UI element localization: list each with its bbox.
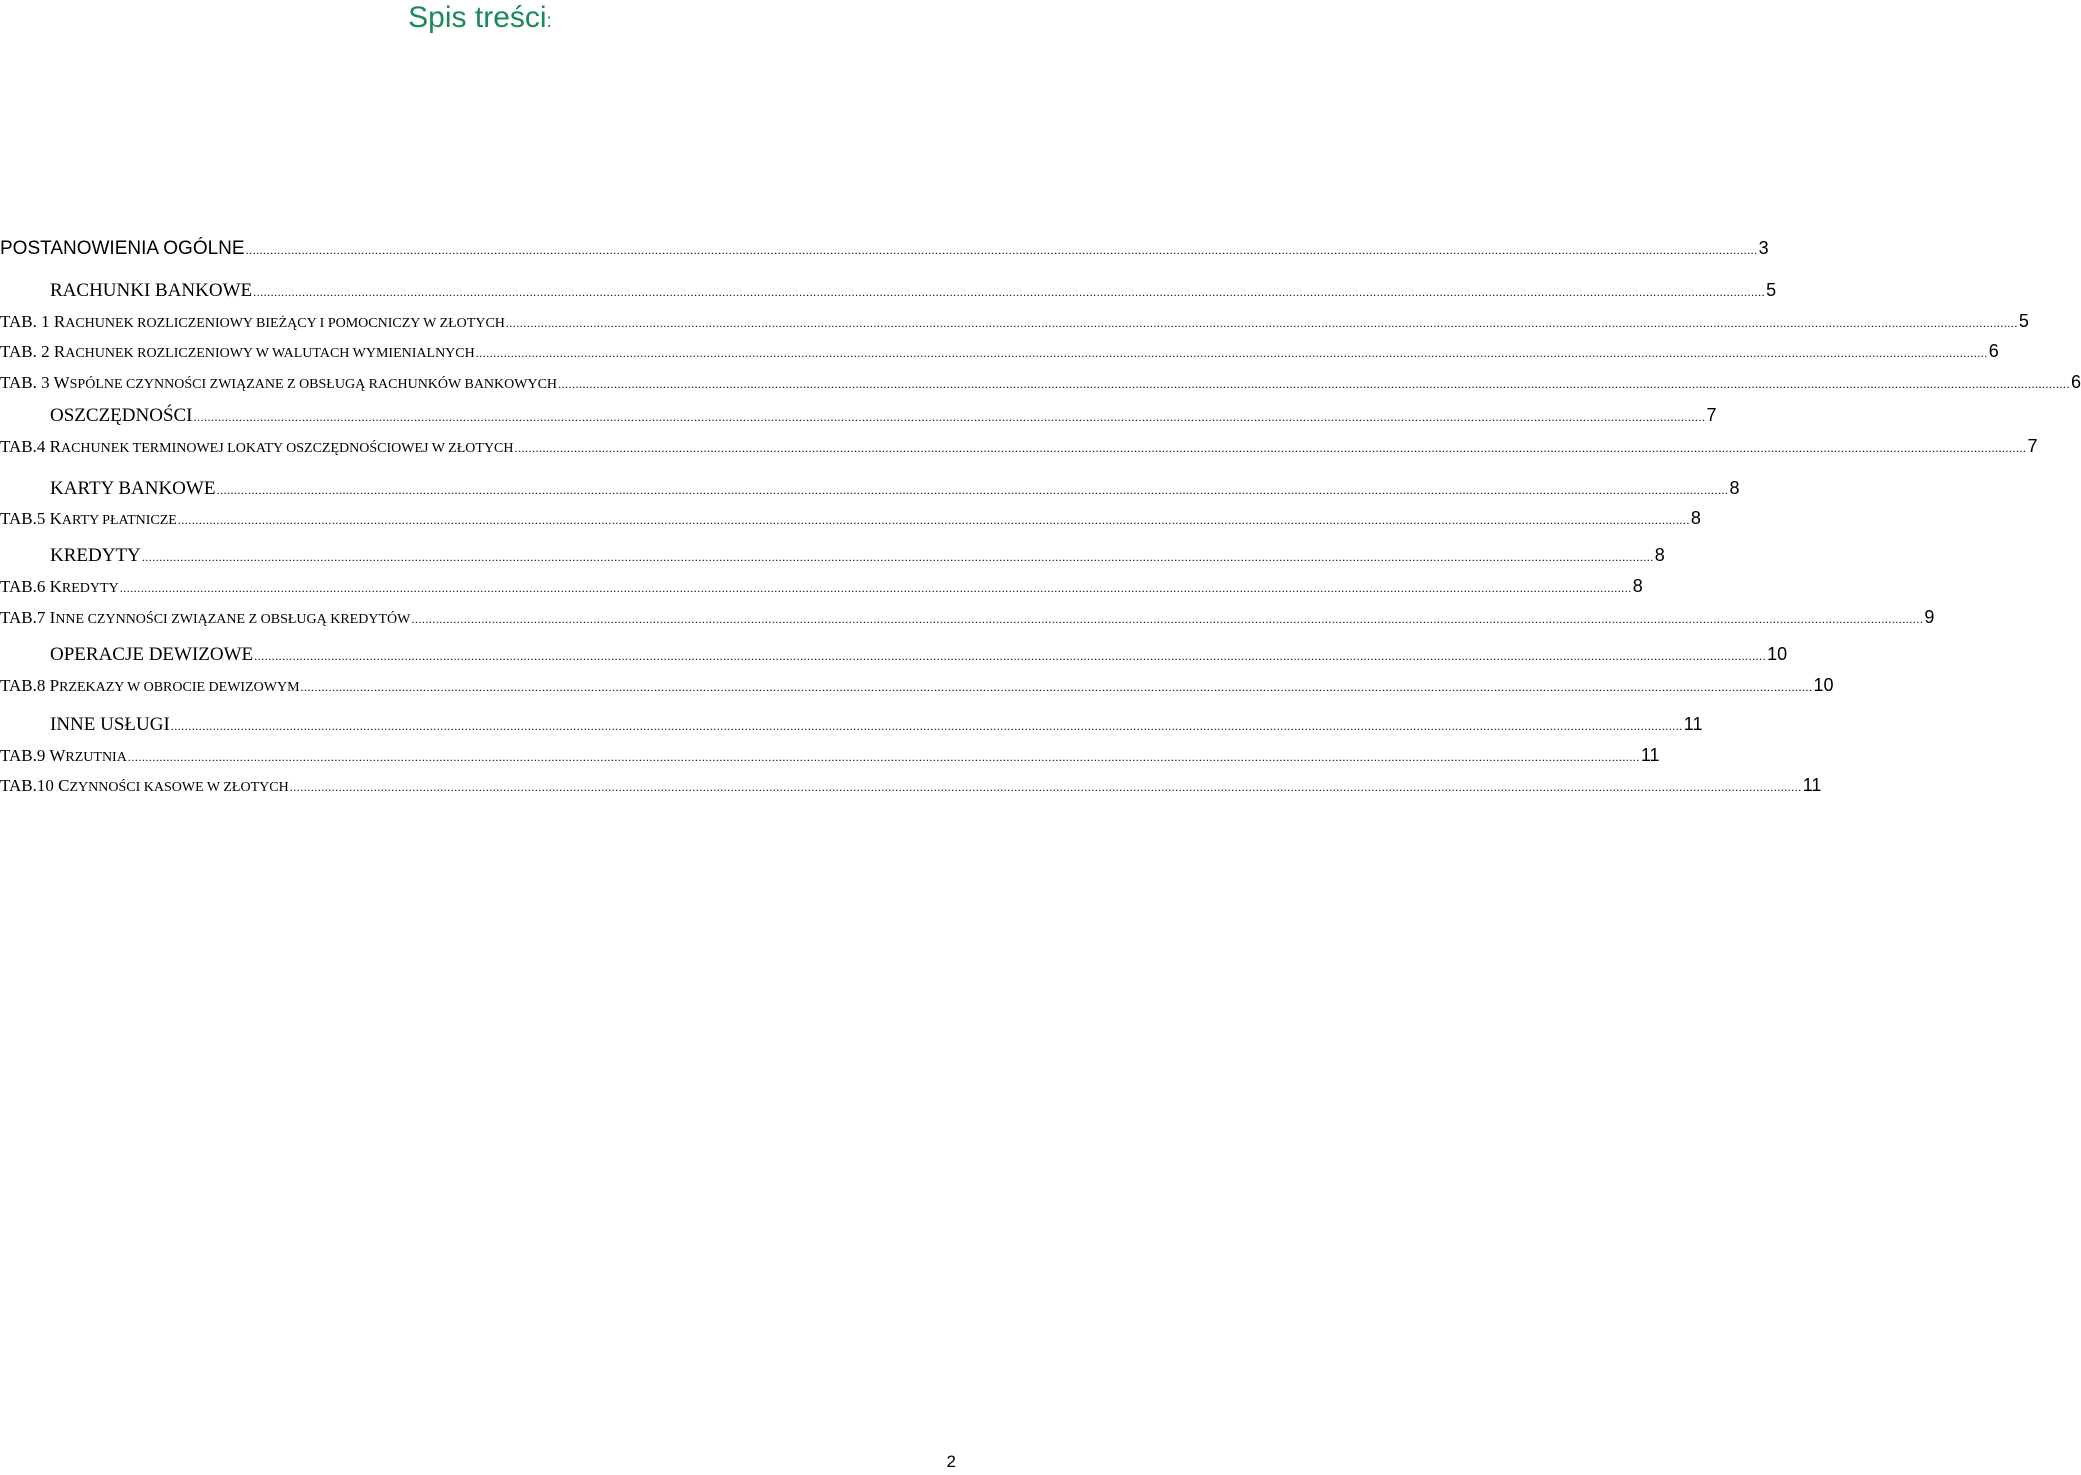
toc-entry[interactable] — [0, 341, 1999, 362]
toc-entry-page: 9 — [1924, 607, 1935, 627]
toc-entry-label: KREDYTY — [50, 545, 141, 566]
toc-entry-prefix: TAB. 1 R — [0, 312, 66, 331]
toc-entry[interactable] — [0, 372, 2081, 393]
toc-entry-prefix: TAB. 3 W — [0, 373, 70, 392]
toc-entry-page: 5 — [1766, 280, 1777, 300]
toc-leader-dots: ................................................................................................................................................................................................................................................................................................................................................................................................................................................ — [177, 513, 1690, 527]
toc-entry-label — [0, 577, 119, 597]
toc-entry[interactable] — [0, 576, 1643, 597]
toc-entry-title: REDYTY — [61, 581, 119, 596]
toc-entry[interactable] — [0, 675, 1834, 696]
toc-entry-prefix: TAB.10 C — [0, 776, 70, 795]
toc-entry-title: NNE CZYNNOŚCI ZWIĄZANE Z OBSŁUGĄ KREDYTÓW — [55, 612, 411, 627]
toc-entry[interactable] — [0, 436, 2038, 457]
toc-entry-label — [0, 437, 514, 457]
toc-leader-dots: ................................................................................................................................................................................................................................................................................................................................................................................................................................................ — [254, 649, 1767, 663]
toc-entry-page: 6 — [2071, 372, 2081, 392]
toc-entry-title: RZUTNIA — [65, 750, 127, 765]
toc-entry-title: ZYNNOŚCI KASOWE W ZŁOTYCH — [69, 780, 289, 795]
page-title-colon: : — [546, 11, 552, 32]
page-number: 2 — [946, 1452, 956, 1471]
toc-entry-prefix: TAB.4 R — [0, 437, 61, 456]
toc-leader-dots: ................................................................................................................................................................................................................................................................................................................................................................................................................................................ — [127, 750, 1640, 764]
toc-leader-dots: ................................................................................................................................................................................................................................................................................................................................................................................................................................................ — [245, 243, 1758, 257]
toc-entry[interactable] — [0, 775, 1822, 796]
toc-entry-prefix: TAB.5 K — [0, 509, 62, 528]
toc-entry-label — [0, 342, 475, 362]
toc-entry-label — [0, 608, 410, 628]
toc-entry-page: 11 — [1640, 745, 1660, 765]
toc-leader-dots: ................................................................................................................................................................................................................................................................................................................................................................................................................................................ — [411, 612, 1924, 626]
toc-leader-dots: ................................................................................................................................................................................................................................................................................................................................................................................................................................................ — [119, 581, 1632, 595]
toc-entry-label: INNE USŁUGI — [50, 714, 170, 735]
toc-entry[interactable] — [0, 545, 1665, 567]
toc-entry[interactable] — [0, 405, 1717, 427]
toc-entry-label — [0, 746, 127, 766]
toc-entry-page: 11 — [1802, 775, 1822, 795]
toc-entry-label: RACHUNKI BANKOWE — [50, 280, 253, 301]
toc-entry-page: 5 — [2018, 311, 2029, 331]
toc-entry-page: 11 — [1683, 714, 1703, 734]
page-title-text: Spis treści — [408, 1, 547, 34]
toc-entry-label — [0, 509, 177, 529]
toc-leader-dots: ................................................................................................................................................................................................................................................................................................................................................................................................................................................ — [475, 346, 1988, 360]
toc-entry-page: 3 — [1758, 238, 1769, 258]
toc-entry-page: 10 — [1813, 675, 1834, 695]
toc-leader-dots: ................................................................................................................................................................................................................................................................................................................................................................................................................................................ — [193, 410, 1706, 424]
toc-entry[interactable] — [0, 714, 1703, 736]
toc-entry-page: 8 — [1632, 576, 1643, 596]
toc-entry-page: 7 — [1706, 405, 1717, 425]
toc-entry-label: OSZCZĘDNOŚCI — [50, 405, 193, 426]
toc-entry-label — [0, 676, 300, 696]
toc-entry[interactable] — [0, 311, 2029, 332]
toc-entry-title: ARTY PŁATNICZE — [61, 513, 177, 528]
toc-entry-title: ACHUNEK ROZLICZENIOWY W WALUTACH WYMIENIALNYCH — [65, 346, 475, 361]
toc-leader-dots: ................................................................................................................................................................................................................................................................................................................................................................................................................................................ — [289, 780, 1802, 794]
toc-entry-page: 7 — [2027, 436, 2038, 456]
toc-entry[interactable] — [0, 508, 1701, 529]
toc-leader-dots: ................................................................................................................................................................................................................................................................................................................................................................................................................................................ — [558, 377, 2071, 391]
toc-entry-page: 8 — [1654, 545, 1665, 565]
toc-entry[interactable] — [0, 280, 1777, 302]
toc-leader-dots: ................................................................................................................................................................................................................................................................................................................................................................................................................................................ — [216, 483, 1729, 497]
toc-entry-prefix: TAB.8 P — [0, 676, 60, 695]
toc-leader-dots: ................................................................................................................................................................................................................................................................................................................................................................................................................................................ — [170, 719, 1683, 733]
toc-leader-dots: ................................................................................................................................................................................................................................................................................................................................................................................................................................................ — [300, 680, 1813, 694]
toc-entry-prefix: TAB.6 K — [0, 577, 62, 596]
toc-leader-dots: ................................................................................................................................................................................................................................................................................................................................................................................................................................................ — [505, 316, 2018, 330]
toc-entry-prefix: TAB.7 I — [0, 608, 56, 627]
toc-entry-prefix: TAB.9 W — [0, 746, 66, 765]
toc-entry[interactable] — [0, 607, 1935, 628]
toc-entry[interactable] — [0, 644, 1788, 666]
toc-entry-title: ACHUNEK ROZLICZENIOWY BIEŻĄCY I POMOCNICZY W ZŁOTYCH — [65, 316, 505, 331]
toc-entry-page: 8 — [1690, 508, 1701, 528]
toc-entry-label — [0, 373, 557, 393]
toc-entry-page: 6 — [1988, 341, 1999, 361]
toc-entry[interactable] — [0, 478, 1740, 500]
toc-entry-title: RZEKAZY W OBROCIE DEWIZOWYM — [59, 680, 300, 695]
toc-entry-label — [0, 776, 289, 796]
toc-entry[interactable] — [0, 745, 1660, 766]
toc-entry-page: 8 — [1729, 478, 1740, 498]
toc-entry-label: POSTANOWIENIA OGÓLNE — [0, 238, 245, 259]
toc-entry-title: SPÓLNE CZYNNOŚCI ZWIĄZANE Z OBSŁUGĄ RACHUNKÓW BANKOWYCH — [69, 377, 558, 392]
toc-entry-label: OPERACJE DEWIZOWE — [50, 644, 254, 665]
toc-leader-dots: ................................................................................................................................................................................................................................................................................................................................................................................................................................................ — [514, 441, 2027, 455]
toc-entry-prefix: TAB. 2 R — [0, 342, 66, 361]
toc-leader-dots: ................................................................................................................................................................................................................................................................................................................................................................................................................................................ — [253, 285, 1766, 299]
toc-entry-page: 10 — [1767, 644, 1788, 664]
toc-entry-label: KARTY BANKOWE — [50, 478, 216, 499]
toc-entry-title: ACHUNEK TERMINOWEJ LOKATY OSZCZĘDNOŚCIOWEJ W ZŁOTYCH — [60, 441, 514, 456]
toc-entry-label — [0, 312, 505, 332]
toc-leader-dots: ................................................................................................................................................................................................................................................................................................................................................................................................................................................ — [141, 550, 1654, 564]
toc-entry[interactable] — [0, 238, 1769, 260]
